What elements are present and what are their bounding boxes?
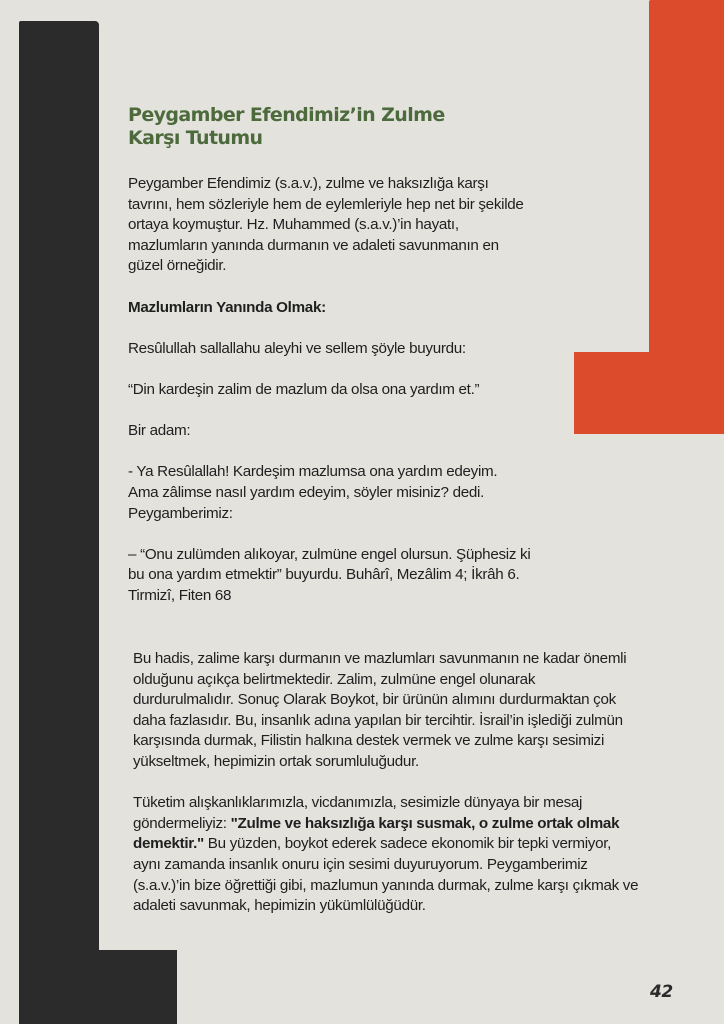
closing-text: Bu yüzden, boykot ederek sadece ekonomik bir tepki vermiyor, bbox=[203, 835, 612, 853]
commentary-line: Bu hadis, zalime karşı durmanın ve mazlumları savunmanın ne kadar önemli bbox=[133, 650, 627, 667]
hadith-answer-line: – “Onu zulümden alıkoyar, zulmüne engel olursun. Şüphesiz ki bbox=[128, 545, 531, 563]
commentary-paragraph bbox=[133, 649, 693, 773]
hadith-question bbox=[128, 462, 568, 524]
intro-line: tavrını, hem sözleriyle hem de eylemleriyle hep net bir şekilde bbox=[128, 195, 524, 213]
closing-line bbox=[133, 834, 693, 855]
decorative-orange-bar bbox=[649, 0, 724, 360]
commentary-line: durdurulmalıdır. Sonuç Olarak Boykot, bir ürünün alımını durdurmaktan çok bbox=[133, 691, 616, 709]
hadith-answer-line: Tirmizî, Fiten 68 bbox=[128, 586, 232, 604]
commentary-line: olduğunu açıkça belirtmektedir. Zalim, zulmüne engel olunarak bbox=[133, 670, 536, 688]
closing-line: Tüketim alışkanlıklarımızla, vicdanımızla, sesimizle dünyaya bir mesaj bbox=[133, 794, 583, 812]
hadith-answer bbox=[128, 545, 568, 607]
hadith-question-line: - Ya Resûlallah! Kardeşim mazlumsa ona yardım edeyim. bbox=[128, 463, 498, 481]
closing-paragraph bbox=[133, 793, 693, 917]
decorative-black-bar bbox=[19, 21, 99, 1024]
intro-paragraph bbox=[128, 174, 568, 277]
closing-line: aynı zamanda insanlık onuru için sesimi duyuruyorum. Peygamberimiz bbox=[133, 855, 588, 873]
hadith-quote: “Din kardeşin zalim de mazlum da olsa ona yardım et.” bbox=[128, 380, 480, 398]
page-title bbox=[128, 104, 548, 150]
commentary-line: yükseltmek, hepimizin ortak sorumluluğudur. bbox=[133, 752, 419, 770]
section-heading: Mazlumların Yanında Olmak: bbox=[128, 298, 326, 316]
page-title-line-1: Peygamber Efendimiz’in Zulme bbox=[128, 104, 445, 126]
hadith-question-line: Peygamberimiz: bbox=[128, 504, 233, 522]
intro-line: güzel örneğidir. bbox=[128, 257, 227, 275]
hadith-narrator: Bir adam: bbox=[128, 422, 191, 440]
page-title-line-2: Karşı Tutumu bbox=[128, 127, 263, 149]
commentary-line: daha fazlasıdır. Bu, insanlık adına yapılan bir tercihtir. İsrail’in işlediği zulmün bbox=[133, 711, 623, 729]
top-column bbox=[128, 174, 568, 627]
closing-emphasis: "Zulme ve haksızlığa karşı susmak, o zulme ortak olmak bbox=[230, 814, 620, 832]
closing-line: (s.a.v.)’in bize öğrettiği gibi, mazlumun yanında durmak, zulme karşı çıkmak ve bbox=[133, 876, 639, 894]
page-number: 42 bbox=[650, 982, 673, 1002]
closing-line bbox=[133, 814, 693, 835]
closing-line: adaleti savunmak, hepimizin yükümlülüğüdür. bbox=[133, 897, 426, 915]
decorative-orange-foot bbox=[574, 352, 724, 434]
hadith-answer-line: bu ona yardım etmektir” buyurdu. Buhârî, Mezâlim 4; İkrâh 6. bbox=[128, 566, 520, 584]
hadith-question-line: Ama zâlimse nasıl yardım edeyim, söyler misiniz? dedi. bbox=[128, 483, 485, 501]
intro-line: Peygamber Efendimiz (s.a.v.), zulme ve haksızlığa karşı bbox=[128, 175, 489, 192]
intro-line: mazlumların yanında durmanın ve adaleti savunmanın en bbox=[128, 236, 499, 254]
hadith-intro: Resûlullah sallallahu aleyhi ve sellem şöyle buyurdu: bbox=[128, 339, 466, 357]
closing-emphasis: demektir." bbox=[133, 835, 204, 853]
commentary-line: karşısında durmak, Filistin halkına destek vermek ve zulme karşı sesimizi bbox=[133, 732, 605, 750]
intro-line: ortaya koymuştur. Hz. Muhammed (s.a.v.)’in hayatı, bbox=[128, 216, 459, 234]
closing-text: göndermeliyiz: bbox=[133, 814, 231, 832]
decorative-black-foot bbox=[19, 950, 177, 1024]
bottom-column bbox=[133, 649, 693, 937]
